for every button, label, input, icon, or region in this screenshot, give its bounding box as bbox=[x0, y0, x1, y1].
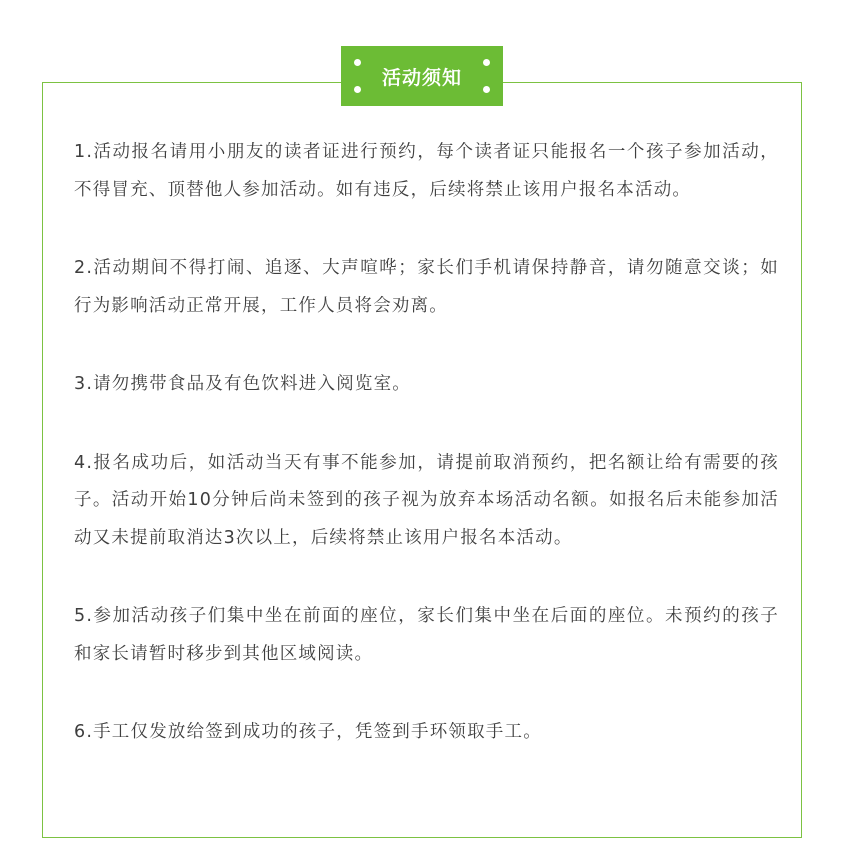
title-badge bbox=[341, 46, 503, 106]
notice-title: 活动须知 bbox=[381, 66, 462, 89]
rule-item-3: 3.请勿携带食品及有色饮料进入阅览室。 bbox=[74, 374, 411, 394]
rules-list bbox=[74, 134, 779, 793]
rule-item-4: 4.报名成功后，如活动当天有事不能参加，请提前取消预约，把名额让给有需要的孩子。活动开始10分钟后尚未签到的孩子视为放弃本场活动名额。如报名后未能参加活动又未提前取消达3次以上，后续将禁止该用户报名本活动。 bbox=[74, 452, 779, 548]
corner-dot bbox=[354, 86, 361, 93]
corner-dot bbox=[483, 86, 490, 93]
rule-item-1: 1.活动报名请用小朋友的读者证进行预约，每个读者证只能报名一个孩子参加活动，不得冒充、顶替他人参加活动。如有违反，后续将禁止该用户报名本活动。 bbox=[74, 142, 779, 200]
corner-dot bbox=[354, 59, 361, 66]
corner-dot bbox=[483, 59, 490, 66]
rule-item-6: 6.手工仅发放给签到成功的孩子，凭签到手环领取手工。 bbox=[74, 722, 542, 742]
rule-item-2: 2.活动期间不得打闹、追逐、大声喧哗；家长们手机请保持静音，请勿随意交谈；如行为影响活动正常开展，工作人员将会劝离。 bbox=[74, 258, 779, 316]
rule-item-5: 5.参加活动孩子们集中坐在前面的座位，家长们集中坐在后面的座位。未预约的孩子和家长请暂时移步到其他区域阅读。 bbox=[74, 606, 779, 664]
